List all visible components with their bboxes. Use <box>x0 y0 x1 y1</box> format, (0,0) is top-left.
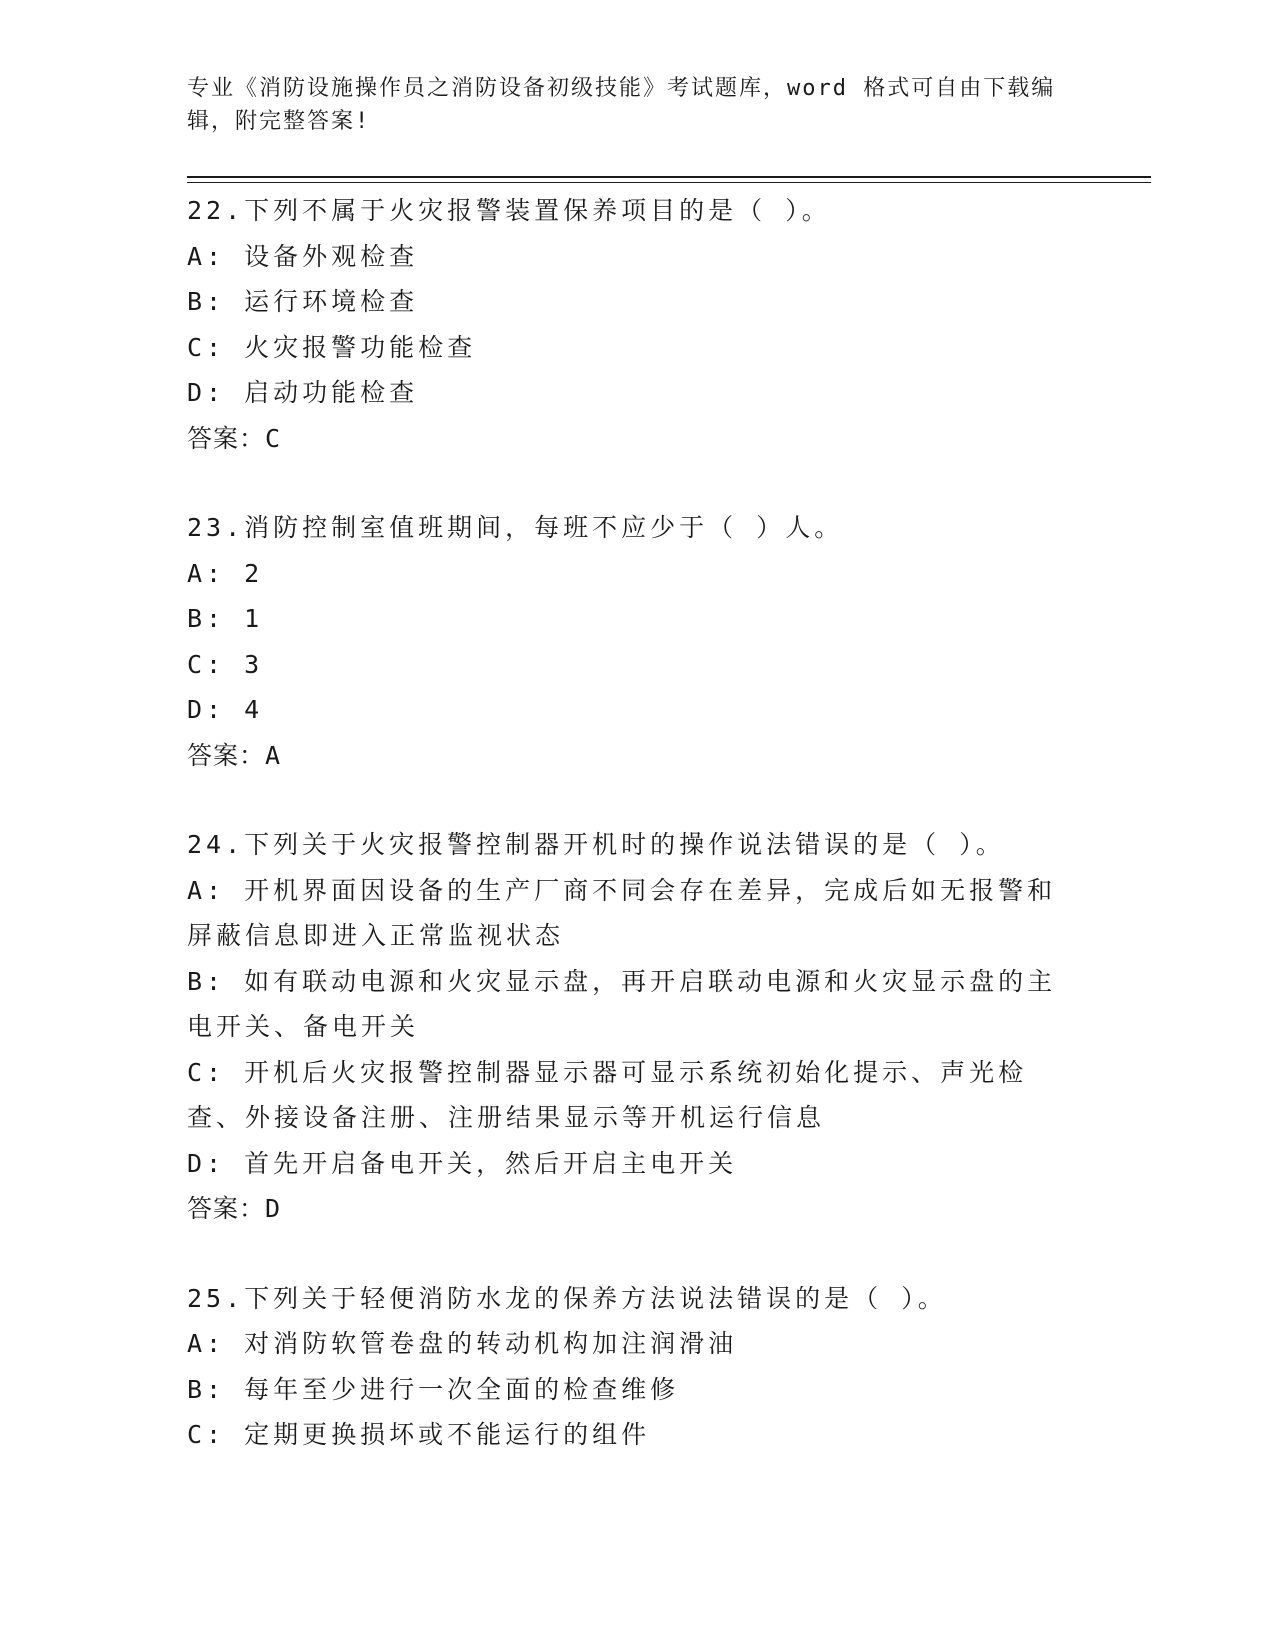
question-22 <box>187 188 1087 461</box>
option-a: A: 设备外观检查 <box>187 241 419 271</box>
option-a: A: 开机界面因设备的生产厂商不同会存在差异，完成后如无报警和屏蔽信息即进入正常监视状态 <box>187 875 1057 950</box>
option-c: C: 定期更换损坏或不能运行的组件 <box>187 1420 651 1449</box>
option-b: B: 如有联动电源和火灾显示盘，再开启联动电源和火灾显示盘的主电开关、备电开关 <box>187 966 1057 1041</box>
header-rule-thin <box>187 182 1151 183</box>
option-d: D: 首先开启备电开关，然后开启主电开关 <box>187 1148 738 1178</box>
option-d: D: 4 <box>187 695 264 724</box>
option-b: B: 1 <box>187 604 264 633</box>
option-a: A: 对消防软管卷盘的转动机构加注润滑油 <box>187 1329 738 1358</box>
option-c: C: 3 <box>187 649 264 679</box>
question-stem: 24.下列关于火灾报警控制器开机时的操作说法错误的是（ ）。 <box>187 830 1005 859</box>
answer-line: 答案：D <box>187 1194 282 1223</box>
option-a: A: 2 <box>187 558 264 588</box>
question-25 <box>187 1276 1087 1458</box>
question-list <box>187 188 1087 1502</box>
option-d: D: 启动功能检查 <box>187 378 419 407</box>
answer-line: 答案：C <box>187 423 282 453</box>
option-b: B: 运行环境检查 <box>187 287 419 316</box>
document-header: 专业《消防设施操作员之消防设备初级技能》考试题库，word 格式可自由下载编辑，附完整答案! <box>187 76 1056 134</box>
question-24 <box>187 822 1087 1232</box>
question-stem: 25.下列关于轻便消防水龙的保养方法说法错误的是（ ）。 <box>187 1283 947 1313</box>
question-23 <box>187 505 1087 778</box>
option-c: C: 火灾报警功能检查 <box>187 332 477 362</box>
option-c: C: 开机后火灾报警控制器显示器可显示系统初始化提示、声光检查、外接设备注册、注册结果显示等开机运行信息 <box>187 1057 1028 1132</box>
question-stem: 22.下列不属于火灾报警装置保养项目的是（ ）。 <box>187 196 831 225</box>
answer-line: 答案：A <box>187 740 282 770</box>
option-b: B: 每年至少进行一次全面的检查维修 <box>187 1374 680 1404</box>
question-stem: 23.消防控制室值班期间，每班不应少于（ ）人。 <box>187 513 844 542</box>
header-rule-thick <box>187 176 1151 178</box>
